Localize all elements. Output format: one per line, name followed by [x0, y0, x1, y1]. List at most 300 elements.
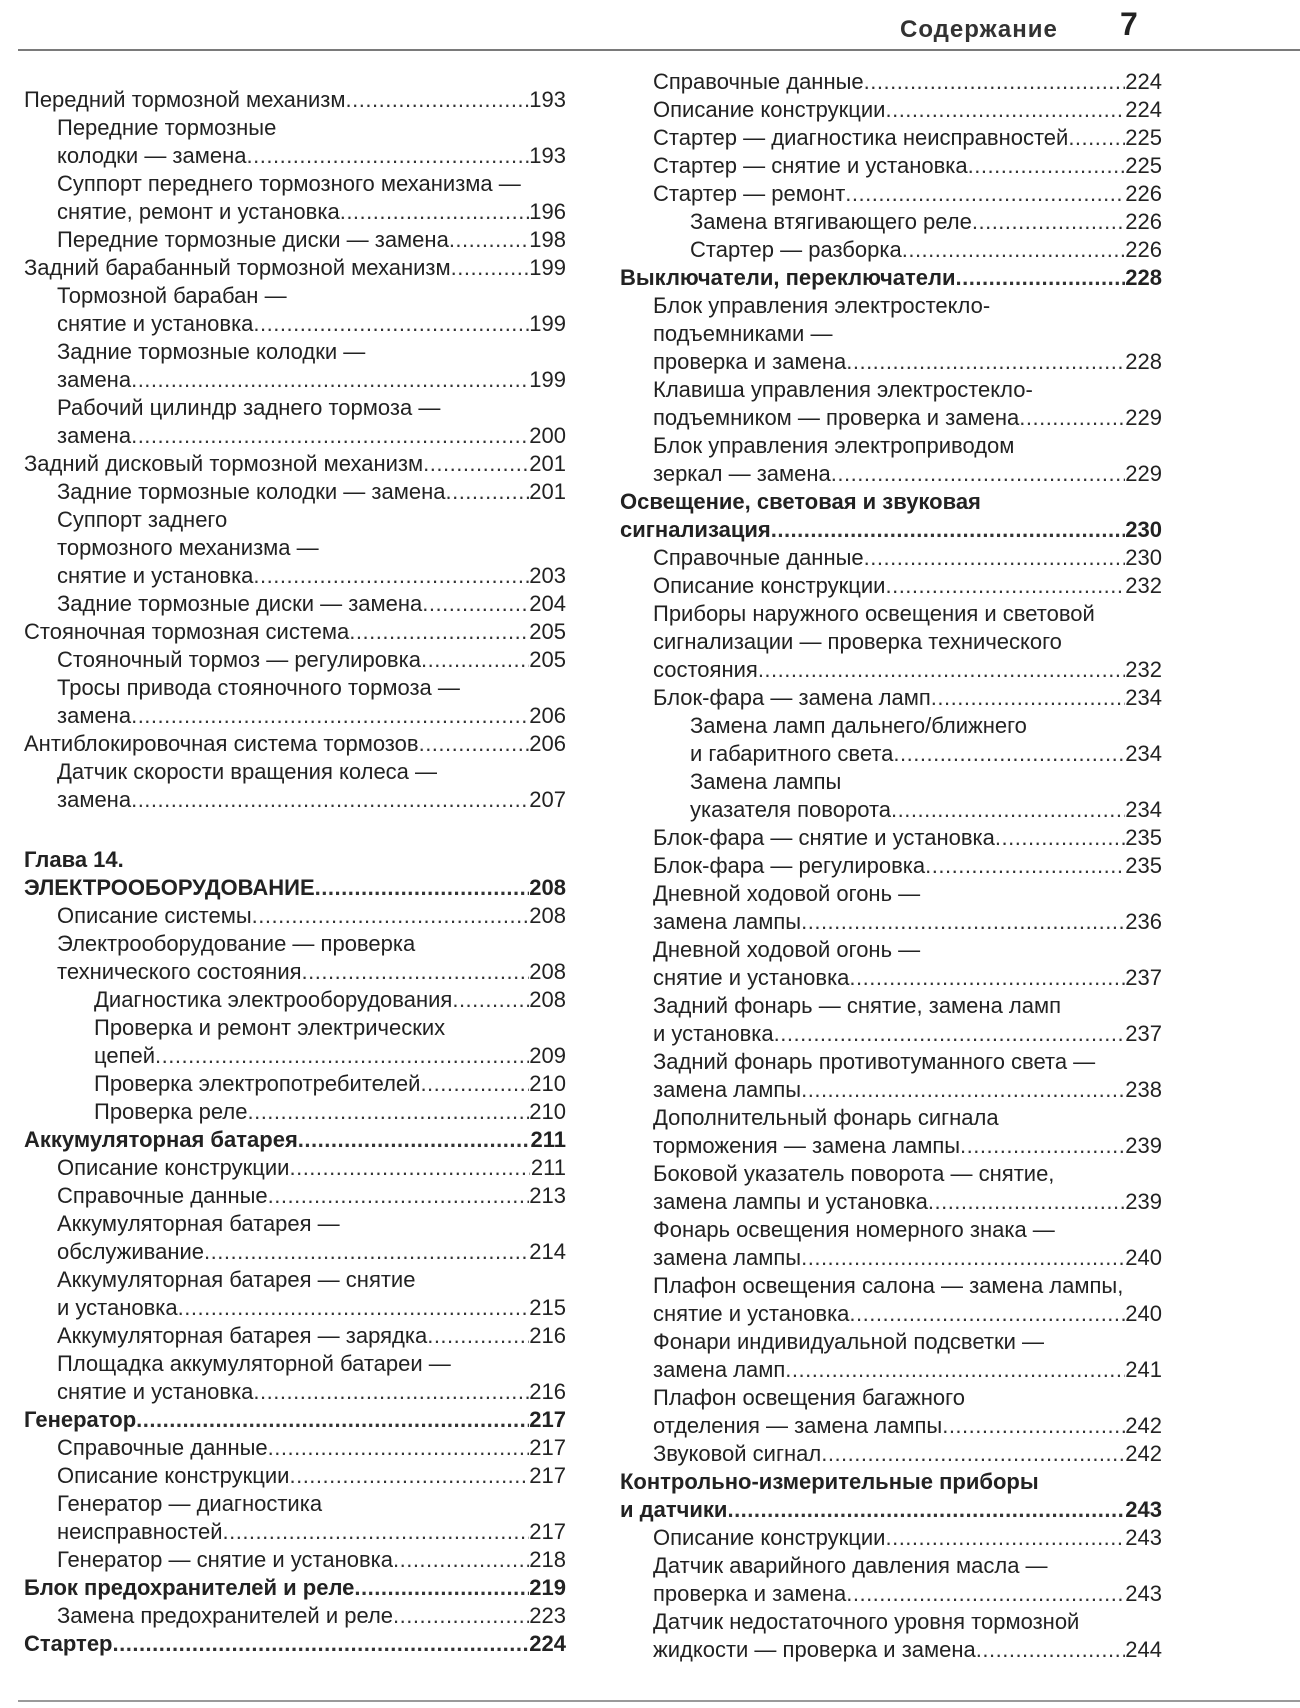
- dot-leader: [131, 786, 529, 814]
- dot-leader: [942, 1412, 1125, 1440]
- toc-page-number: 205: [529, 647, 566, 672]
- dot-leader: [315, 874, 530, 902]
- toc-entry: [24, 1070, 566, 1098]
- dot-leader: [452, 986, 529, 1014]
- toc-entry-title: торможения — замена лампы: [653, 1133, 961, 1158]
- toc-entry: [24, 1182, 566, 1210]
- toc-entry-title: Тросы привода стояночного тормоза —: [57, 675, 460, 700]
- toc-page-number: 238: [1125, 1077, 1162, 1102]
- toc-page-number: 223: [529, 1603, 566, 1628]
- dot-leader: [891, 796, 1125, 824]
- toc-entry-title: замена лампы: [653, 909, 802, 934]
- toc-entry-title: Справочные данные: [57, 1183, 268, 1208]
- toc-entry: [620, 152, 1162, 180]
- toc-entry-title: Проверка электропотребителей: [94, 1071, 421, 1096]
- toc-entry-title: Описание конструкции: [653, 1525, 886, 1550]
- dot-leader: [421, 646, 529, 674]
- toc-entry-title: Описание системы: [57, 903, 252, 928]
- toc-entry-title: Рабочий цилиндр заднего тормоза —: [57, 395, 441, 420]
- toc-entry-title: замена лампы и установка: [653, 1189, 928, 1214]
- dot-leader: [204, 1238, 529, 1266]
- toc-entry-title: и габаритного света: [690, 741, 894, 766]
- dot-leader: [289, 1154, 530, 1182]
- dot-leader: [393, 1546, 529, 1574]
- toc-page-number: 235: [1125, 853, 1162, 878]
- toc-entry: [620, 180, 1162, 208]
- toc-entry-title: Выключатели, переключатели: [620, 265, 956, 290]
- toc-entry: [24, 478, 566, 506]
- toc-entry-title: Задний фонарь — снятие, замена ламп: [653, 993, 1062, 1018]
- toc-entry: [24, 1154, 566, 1182]
- toc-entry-title: ЭЛЕКТРООБОРУДОВАНИЕ: [24, 875, 315, 900]
- toc-entry-title: Приборы наружного освещения и световой: [653, 601, 1095, 626]
- toc-entry-continued: [24, 1014, 566, 1042]
- toc-entry: [24, 1602, 566, 1630]
- toc-entry: [620, 1300, 1162, 1328]
- dot-leader: [449, 226, 529, 254]
- toc-entry: [620, 964, 1162, 992]
- toc-entry-continued: [24, 282, 566, 310]
- toc-entry: [24, 1294, 566, 1322]
- toc-entry: [620, 908, 1162, 936]
- toc-entry-title: Блок управления электростекло-: [653, 293, 991, 318]
- dot-leader: [846, 348, 1125, 376]
- toc-entry-title: Блок-фара — регулировка: [653, 853, 926, 878]
- dot-leader: [928, 1188, 1125, 1216]
- dot-leader: [864, 544, 1126, 572]
- toc-page-number: 224: [1125, 97, 1162, 122]
- toc-entry: [24, 254, 566, 282]
- toc-entry-title: жидкости — проверка и замена: [653, 1637, 976, 1662]
- dot-leader: [968, 152, 1126, 180]
- toc-entry-title: снятие, ремонт и установка: [57, 199, 340, 224]
- toc-entry: [24, 1630, 566, 1658]
- toc-entry-title: Фонарь освещения номерного знака —: [653, 1217, 1055, 1242]
- toc-entry-title: Стартер — диагностика неисправностей: [653, 125, 1069, 150]
- toc-entry-continued: [24, 338, 566, 366]
- dot-leader: [354, 1574, 529, 1602]
- toc-page-number: 230: [1125, 545, 1162, 570]
- dot-leader: [427, 1322, 529, 1350]
- toc-entry-continued: [620, 432, 1162, 460]
- toc-entry-continued: [620, 320, 1162, 348]
- toc-entry: [620, 656, 1162, 684]
- toc-entry: [24, 562, 566, 590]
- toc-entry-title: Стартер: [24, 1631, 113, 1656]
- dot-leader: [849, 964, 1125, 992]
- toc-entry: [24, 646, 566, 674]
- toc-entry-title: Аккумуляторная батарея — снятие: [57, 1267, 416, 1292]
- toc-entry: [24, 1042, 566, 1070]
- dot-leader: [247, 142, 530, 170]
- dot-leader: [931, 684, 1125, 712]
- toc-page-number: 216: [529, 1379, 566, 1404]
- toc-entry-title: замена: [57, 787, 132, 812]
- dot-leader: [419, 730, 530, 758]
- toc-page-number: 241: [1125, 1357, 1162, 1382]
- toc-page-number: 229: [1125, 405, 1162, 430]
- dot-leader: [222, 1518, 529, 1546]
- toc-page-number: 219: [529, 1575, 566, 1600]
- toc-entry-title: и установка: [653, 1021, 774, 1046]
- toc-page-number: 243: [1125, 1525, 1162, 1550]
- toc-entry-title: Передние тормозные диски — замена: [57, 227, 449, 252]
- toc-entry-title: проверка и замена: [653, 349, 847, 374]
- toc-entry-title: Проверка и ремонт электрических: [94, 1015, 446, 1040]
- toc-entry-title: Задний дисковый тормозной механизм: [24, 451, 424, 476]
- dot-leader: [393, 1602, 529, 1630]
- dot-leader: [831, 460, 1125, 488]
- toc-entry: [24, 902, 566, 930]
- toc-page-number: 198: [529, 227, 566, 252]
- dot-leader: [956, 264, 1126, 292]
- toc-entry-title: Задние тормозные колодки —: [57, 339, 366, 364]
- toc-entry: [24, 702, 566, 730]
- toc-entry: [24, 422, 566, 450]
- toc-entry: [24, 618, 566, 646]
- toc-entry-title: Контрольно-измерительные приборы: [620, 1469, 1039, 1494]
- dot-leader: [268, 1434, 530, 1462]
- toc-entry: [620, 1132, 1162, 1160]
- dot-leader: [1068, 124, 1125, 152]
- toc-page-number: 193: [529, 143, 566, 168]
- footer-rule: [18, 1700, 1300, 1702]
- toc-entry-title: указателя поворота: [690, 797, 892, 822]
- toc-entry-continued: [620, 1384, 1162, 1412]
- toc-entry-continued: [24, 114, 566, 142]
- toc-entry-continued: [24, 930, 566, 958]
- toc-entry: [24, 1574, 566, 1602]
- dot-leader: [801, 1244, 1125, 1272]
- toc-entry-title: подъемником — проверка и замена: [653, 405, 1020, 430]
- toc-page-number: 243: [1125, 1497, 1162, 1522]
- toc-entry-title: Справочные данные: [653, 69, 864, 94]
- toc-entry-title: Стояночный тормоз — регулировка: [57, 647, 421, 672]
- dot-leader: [113, 1630, 530, 1658]
- toc-entry: [24, 366, 566, 394]
- dot-leader: [253, 562, 529, 590]
- toc-page-number: 226: [1125, 209, 1162, 234]
- toc-page-number: 205: [529, 619, 566, 644]
- toc-entry-title: Боковой указатель поворота — снятие,: [653, 1161, 1055, 1186]
- toc-page-number: 232: [1125, 657, 1162, 682]
- toc-entry: [620, 1440, 1162, 1468]
- toc-entry-continued: [620, 1552, 1162, 1580]
- dot-leader: [774, 1020, 1126, 1048]
- toc-entry-continued: [620, 628, 1162, 656]
- toc-entry-title: Аккумуляторная батарея: [24, 1127, 298, 1152]
- toc-entry: [24, 198, 566, 226]
- dot-leader: [131, 366, 529, 394]
- toc-entry: [24, 986, 566, 1014]
- toc-page-number: 242: [1125, 1413, 1162, 1438]
- dot-leader: [420, 1070, 529, 1098]
- toc-page-number: 229: [1125, 461, 1162, 486]
- toc-page-number: 217: [529, 1463, 566, 1488]
- dot-leader: [131, 702, 529, 730]
- toc-entry-title: Электрооборудование — проверка: [57, 931, 416, 956]
- dot-leader: [252, 902, 530, 930]
- toc-page-number: 204: [529, 591, 566, 616]
- toc-entry-title: состояния: [653, 657, 758, 682]
- dot-leader: [253, 1378, 529, 1406]
- toc-entry-title: Замена предохранителей и реле: [57, 1603, 394, 1628]
- toc-entry-title: Диагностика электрооборудования: [94, 987, 453, 1012]
- toc-entry-title: и установка: [57, 1295, 178, 1320]
- toc-entry: [24, 874, 566, 902]
- toc-entry-title: обслуживание: [57, 1239, 205, 1264]
- toc-entry-title: Блок-фара — снятие и установка: [653, 825, 995, 850]
- toc-page-number: 200: [529, 423, 566, 448]
- dot-leader: [801, 908, 1125, 936]
- dot-leader: [155, 1042, 529, 1070]
- toc-entry-title: Замена ламп дальнего/ближнего: [690, 713, 1027, 738]
- toc-entry-title: Датчик аварийного давления масла —: [653, 1553, 1048, 1578]
- toc-entry-title: Задний фонарь противотуманного света —: [653, 1049, 1096, 1074]
- dot-leader: [346, 86, 530, 114]
- toc-page-number: 215: [529, 1295, 566, 1320]
- toc-entry-title: Плафон освещения салона — замена лампы,: [653, 1273, 1124, 1298]
- toc-page-number: 199: [529, 311, 566, 336]
- toc-page-number: 207: [529, 787, 566, 812]
- toc-page-number: 209: [529, 1043, 566, 1068]
- dot-leader: [136, 1406, 529, 1434]
- toc-entry-title: Клавиша управления электростекло-: [653, 377, 1033, 402]
- toc-entry-title: сигнализации — проверка технического: [653, 629, 1062, 654]
- dot-leader: [885, 96, 1125, 124]
- toc-entry-continued: [620, 1608, 1162, 1636]
- toc-page-number: 234: [1125, 685, 1162, 710]
- toc-page-number: 234: [1125, 797, 1162, 822]
- toc-entry-title: Блок управления электроприводом: [653, 433, 1015, 458]
- toc-entry-continued: [620, 1272, 1162, 1300]
- toc-entry: [620, 824, 1162, 852]
- toc-page-number: 210: [529, 1071, 566, 1096]
- toc-page-number: 201: [529, 479, 566, 504]
- toc-page-number: 224: [1125, 69, 1162, 94]
- toc-page-number: 235: [1125, 825, 1162, 850]
- toc-entry: [24, 226, 566, 254]
- toc-page-number: 213: [529, 1183, 566, 1208]
- toc-entry-title: неисправностей: [57, 1519, 223, 1544]
- toc-entry-title: снятие и установка: [57, 563, 254, 588]
- toc-entry: [24, 142, 566, 170]
- page-header: [0, 0, 1300, 60]
- toc-page-number: 237: [1125, 1021, 1162, 1046]
- toc-entry-title: Стартер — снятие и установка: [653, 153, 968, 178]
- dot-leader: [1019, 404, 1125, 432]
- toc-entry: [620, 1076, 1162, 1104]
- toc-entry: [620, 96, 1162, 124]
- toc-entry-title: Замена лампы: [690, 769, 842, 794]
- toc-entry: [620, 684, 1162, 712]
- toc-page-number: 193: [529, 87, 566, 112]
- dot-leader: [451, 254, 530, 282]
- toc-entry-title: Задний барабанный тормозной механизм: [24, 255, 451, 280]
- toc-entry: [24, 1322, 566, 1350]
- toc-entry-title: Звуковой сигнал: [653, 1441, 822, 1466]
- toc-entry-title: Описание конструкции: [57, 1155, 290, 1180]
- toc-entry: [620, 348, 1162, 376]
- toc-entry: [24, 958, 566, 986]
- toc-entry-title: замена: [57, 367, 132, 392]
- toc-entry: [620, 68, 1162, 96]
- dot-leader: [864, 68, 1126, 96]
- dot-leader: [247, 1098, 529, 1126]
- toc-entry-title: и датчики: [620, 1497, 728, 1522]
- toc-entry-title: Фонари индивидуальной подсветки —: [653, 1329, 1044, 1354]
- toc-entry-title: Суппорт переднего тормозного механизма —: [57, 171, 521, 196]
- dot-leader: [849, 1300, 1125, 1328]
- toc-entry-continued: [620, 1468, 1162, 1496]
- toc-entry-title: Стояночная тормозная система: [24, 619, 350, 644]
- toc-entry-title: снятие и установка: [653, 965, 850, 990]
- toc-page-number: 217: [529, 1519, 566, 1544]
- toc-entry-title: Генератор — диагностика: [57, 1491, 323, 1516]
- toc-entry: [620, 1636, 1162, 1664]
- toc-page-number: 224: [529, 1631, 566, 1656]
- toc-entry-continued: [24, 394, 566, 422]
- dot-leader: [298, 1126, 530, 1154]
- dot-leader: [422, 590, 529, 618]
- dot-leader: [785, 1356, 1125, 1384]
- toc-entry-title: Аккумуляторная батарея —: [57, 1211, 340, 1236]
- toc-entry-title: зеркал — замена: [653, 461, 831, 486]
- toc-entry-title: замена лампы: [653, 1077, 802, 1102]
- toc-entry-title: Передний тормозной механизм: [24, 87, 346, 112]
- toc-entry-title: Дополнительный фонарь сигнала: [653, 1105, 999, 1130]
- toc-entry-title: Описание конструкции: [57, 1463, 290, 1488]
- toc-entry-continued: [24, 506, 566, 534]
- dot-leader: [349, 618, 529, 646]
- toc-entry: [620, 124, 1162, 152]
- toc-entry-title: Дневной ходовой огонь —: [653, 881, 921, 906]
- toc-entry-title: Датчик скорости вращения колеса —: [57, 759, 438, 784]
- toc-entry-title: Тормозной барабан —: [57, 283, 287, 308]
- toc-page-number: 214: [529, 1239, 566, 1264]
- toc-entry-title: Стартер — ремонт: [653, 181, 846, 206]
- toc-page-number: 236: [1125, 909, 1162, 934]
- toc-page-number: 225: [1125, 125, 1162, 150]
- toc-page-number: 239: [1125, 1189, 1162, 1214]
- dot-leader: [995, 824, 1125, 852]
- dot-leader: [423, 450, 529, 478]
- toc-page-number: 199: [529, 367, 566, 392]
- dot-leader: [253, 310, 529, 338]
- toc-entry: [24, 590, 566, 618]
- dot-leader: [801, 1076, 1125, 1104]
- toc-entry-continued: [620, 488, 1162, 516]
- toc-entry: [24, 1406, 566, 1434]
- toc-entry-title: замена: [57, 423, 132, 448]
- toc-page-number: 218: [529, 1547, 566, 1572]
- toc-page-number: 216: [529, 1323, 566, 1348]
- toc-entry-title: Проверка реле: [94, 1099, 248, 1124]
- toc-entry-continued: [620, 992, 1162, 1020]
- dot-leader: [821, 1440, 1125, 1468]
- toc-entry: [620, 208, 1162, 236]
- toc-page-number: 228: [1125, 265, 1162, 290]
- toc-entry-title: Описание конструкции: [653, 97, 886, 122]
- toc-entry-title: тормозного механизма —: [57, 535, 319, 560]
- toc-entry: [24, 1462, 566, 1490]
- toc-entry-title: Стартер — разборка: [690, 237, 902, 262]
- toc-page-number: 206: [529, 703, 566, 728]
- dot-leader: [302, 958, 530, 986]
- toc-entry-title: Датчик недостаточного уровня тормозной: [653, 1609, 1080, 1634]
- toc-page-number: 226: [1125, 237, 1162, 262]
- toc-entry-continued: [620, 600, 1162, 628]
- toc-entry: [24, 1518, 566, 1546]
- toc-entry-continued: [24, 1350, 566, 1378]
- toc-entry-title: технического состояния: [57, 959, 302, 984]
- toc-entry-continued: [620, 936, 1162, 964]
- toc-entry: [620, 516, 1162, 544]
- toc-entry: [620, 1412, 1162, 1440]
- dot-leader: [845, 180, 1125, 208]
- toc-entry-title: Аккумуляторная батарея — зарядка: [57, 1323, 428, 1348]
- toc-entry: [24, 450, 566, 478]
- dot-leader: [727, 1496, 1125, 1524]
- toc-entry: [620, 404, 1162, 432]
- toc-entry-title: замена ламп: [653, 1357, 786, 1382]
- toc-entry-continued: [620, 1328, 1162, 1356]
- toc-entry-title: Блок предохранителей и реле: [24, 1575, 355, 1600]
- toc-entry-continued: [24, 846, 566, 874]
- dot-leader: [268, 1182, 530, 1210]
- dot-leader: [178, 1294, 530, 1322]
- toc-entry-title: замена: [57, 703, 132, 728]
- toc-page-number: 234: [1125, 741, 1162, 766]
- toc-entry-title: колодки — замена: [57, 143, 247, 168]
- toc-page-number: 226: [1125, 181, 1162, 206]
- dot-leader: [131, 422, 529, 450]
- dot-leader: [885, 1524, 1125, 1552]
- toc-entry-continued: [24, 170, 566, 198]
- toc-entry: [620, 1188, 1162, 1216]
- toc-page-number: 211: [530, 1155, 566, 1180]
- dot-leader: [885, 572, 1125, 600]
- page-title: Содержание: [900, 16, 1058, 43]
- toc-entry-title: сигнализация: [620, 517, 771, 542]
- toc-page-number: 239: [1125, 1133, 1162, 1158]
- toc-entry-continued: [24, 758, 566, 786]
- header-rule: [18, 49, 1300, 51]
- toc-page-number: 232: [1125, 573, 1162, 598]
- toc-entry-continued: [620, 1048, 1162, 1076]
- toc-entry-title: Суппорт заднего: [57, 507, 228, 532]
- toc-page-number: 244: [1125, 1637, 1162, 1662]
- toc-page-number: 208: [529, 959, 566, 984]
- dot-leader: [893, 740, 1125, 768]
- dot-leader: [340, 198, 530, 226]
- toc-entry: [620, 852, 1162, 880]
- toc-page-number: 240: [1125, 1301, 1162, 1326]
- toc-page-number: 242: [1125, 1441, 1162, 1466]
- dot-leader: [972, 208, 1125, 236]
- toc-page-number: 237: [1125, 965, 1162, 990]
- toc-entry-title: Генератор: [24, 1407, 137, 1432]
- toc-entry: [24, 1098, 566, 1126]
- toc-entry: [620, 1020, 1162, 1048]
- toc-entry-title: отделения — замена лампы: [653, 1413, 943, 1438]
- toc-entry-title: Плафон освещения багажного: [653, 1385, 965, 1410]
- toc-entry: [620, 740, 1162, 768]
- dot-leader: [846, 1580, 1125, 1608]
- toc-entry-continued: [24, 1266, 566, 1294]
- toc-entry-title: Справочные данные: [57, 1435, 268, 1460]
- toc-page-number: 210: [529, 1099, 566, 1124]
